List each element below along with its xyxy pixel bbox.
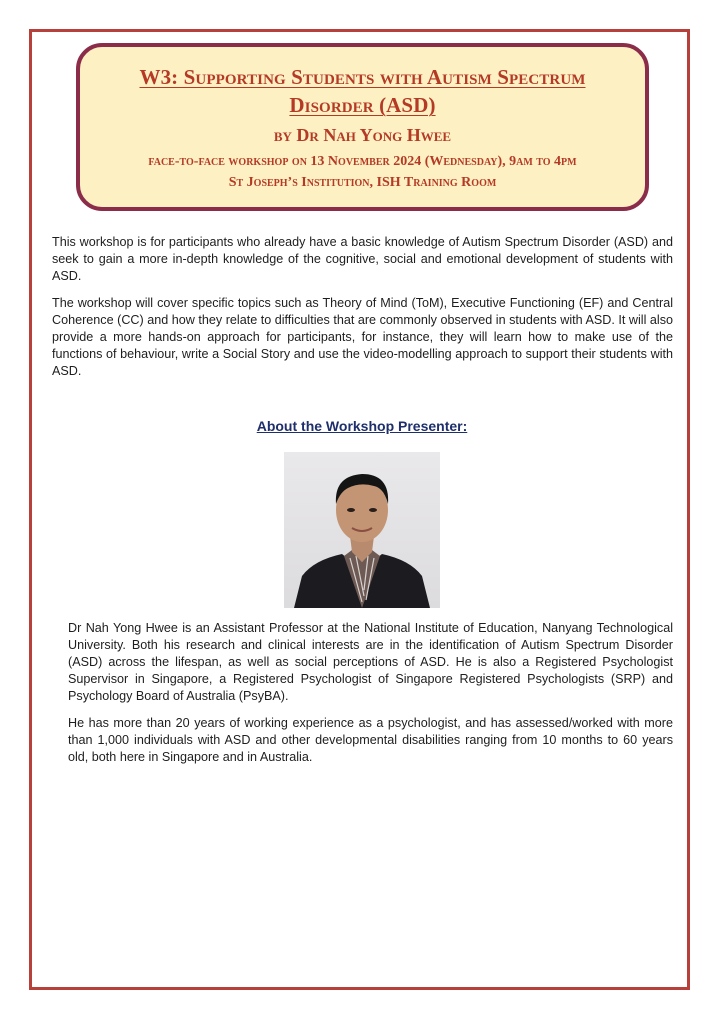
- bio-paragraph: Dr Nah Yong Hwee is an Assistant Professor at the National Institute of Education, Nanyang Technological University. Both his research and clinical interests are in the identification of Autism Spectrum Disorder (ASD) across the lifespan, as well as social perceptions of ASD. He is also a Registered Psychologist Supervisor in Singapore, a Registered Psychologist of Singapore Registered Psychologists (SRP) and Psychology Board of Australia (PsyBA).: [68, 621, 673, 703]
- intro-paragraph: The workshop will cover specific topics such as Theory of Mind (ToM), Executive Functioning (EF) and Central Coherence (CC) and how they relate to difficulties that are commonly observed in students with ASD. It will also provide a more hands-on approach for participants, for instance, they will learn how to make use of the functions of behaviour, write a Social Story and use the video-modelling approach to support their students with ASD.: [52, 296, 673, 378]
- presenter-section-heading: About the Workshop Presenter:: [256, 418, 468, 434]
- workshop-date-line: face-to-face workshop on 13 November 2024 (Wednesday), 9am to 4pm: [148, 154, 577, 169]
- workshop-venue-line: St Joseph’s Institution, ISH Training Room: [228, 175, 497, 190]
- workshop-title: W3: Supporting Students with Autism Spectrum Disorder (ASD): [139, 65, 586, 117]
- presenter-bio: [68, 620, 673, 776]
- workshop-banner: [76, 43, 649, 211]
- presenter-portrait-icon: [284, 452, 440, 608]
- presenter-photo: [284, 452, 440, 608]
- workshop-details: [80, 151, 645, 193]
- intro-paragraph: This workshop is for participants who already have a basic knowledge of Autism Spectrum Disorder (ASD) and seek to gain a more in-depth knowledge of the cognitive, social and emotional development of students with ASD.: [52, 235, 673, 283]
- workshop-presenter-line: by Dr Nah Yong Hwee: [273, 125, 452, 145]
- workshop-description: [52, 234, 673, 390]
- bio-paragraph: He has more than 20 years of working experience as a psychologist, and has assessed/worked with more than 1,000 individuals with ASD and other developmental disabilities ranging from 10 months to 60 years old, both here in Singapore and in Australia.: [68, 716, 673, 764]
